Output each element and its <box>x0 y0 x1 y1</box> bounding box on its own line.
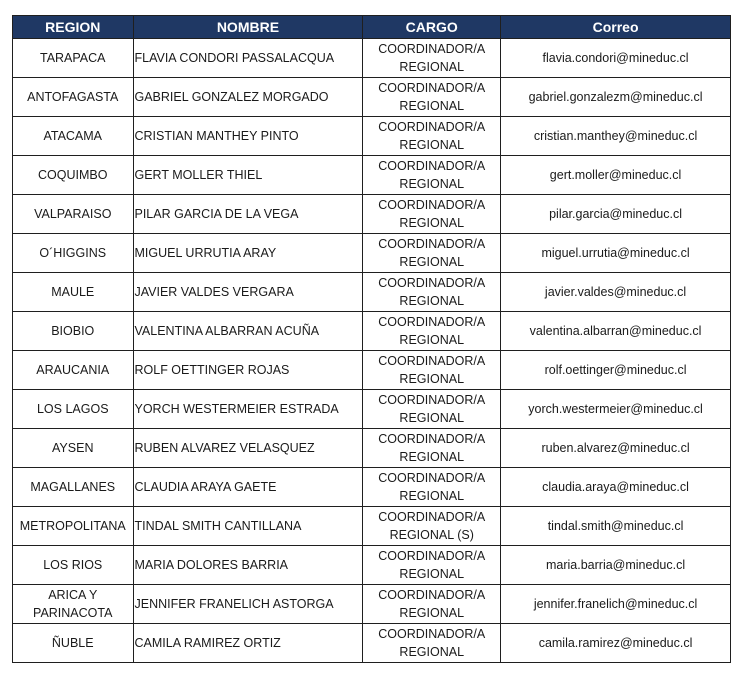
cargo-text-line1: COORDINADOR/A <box>378 627 486 641</box>
nombre-cell: FLAVIA CONDORI PASSALACQUA <box>133 39 363 78</box>
nombre-cell: PILAR GARCIA DE LA VEGA <box>133 195 363 234</box>
cargo-cell <box>363 390 501 429</box>
cargo-text-line1: COORDINADOR/A <box>378 393 486 407</box>
table-row <box>13 546 731 585</box>
nombre-cell: GABRIEL GONZALEZ MORGADO <box>133 78 363 117</box>
correo-cell: camila.ramirez@mineduc.cl <box>501 624 731 663</box>
cargo-text-line2: REGIONAL <box>399 216 465 230</box>
table-row <box>13 468 731 507</box>
region-text: ARICA Y <box>48 588 98 602</box>
header-correo: Correo <box>501 16 731 39</box>
region-cell <box>13 546 134 585</box>
nombre-cell: TINDAL SMITH CANTILLANA <box>133 507 363 546</box>
header-region: REGION <box>13 16 134 39</box>
nombre-cell: JENNIFER FRANELICH ASTORGA <box>133 585 363 624</box>
cargo-text-line2: REGIONAL <box>399 567 465 581</box>
cargo-text-line1: COORDINADOR/A <box>378 42 486 56</box>
cargo-cell <box>363 78 501 117</box>
region-text: ÑUBLE <box>51 636 94 650</box>
region-cell <box>13 585 134 624</box>
correo-cell: cristian.manthey@mineduc.cl <box>501 117 731 156</box>
correo-cell: javier.valdes@mineduc.cl <box>501 273 731 312</box>
region-text: VALPARAISO <box>34 207 112 221</box>
region-cell <box>13 507 134 546</box>
header-cargo: CARGO <box>363 16 501 39</box>
region-cell <box>13 156 134 195</box>
cargo-cell <box>363 468 501 507</box>
region-text: BIOBIO <box>51 324 95 338</box>
cargo-text-line2: REGIONAL <box>399 177 465 191</box>
region-cell <box>13 78 134 117</box>
region-text: METROPOLITANA <box>19 519 126 533</box>
cargo-text-line1: COORDINADOR/A <box>378 354 486 368</box>
cargo-cell <box>363 195 501 234</box>
cargo-text-line2: REGIONAL <box>399 372 465 386</box>
cargo-text-line2: REGIONAL <box>399 60 465 74</box>
table-row <box>13 117 731 156</box>
table-row <box>13 156 731 195</box>
correo-cell: pilar.garcia@mineduc.cl <box>501 195 731 234</box>
cargo-text-line2: REGIONAL <box>399 489 465 503</box>
correo-cell: rolf.oettinger@mineduc.cl <box>501 351 731 390</box>
table-row <box>13 39 731 78</box>
header-nombre: NOMBRE <box>133 16 363 39</box>
cargo-cell <box>363 156 501 195</box>
table-row <box>13 234 731 273</box>
cargo-text-line2: REGIONAL <box>399 99 465 113</box>
cargo-cell <box>363 429 501 468</box>
region-cell <box>13 429 134 468</box>
region-cell <box>13 351 134 390</box>
table-row <box>13 585 731 624</box>
region-text: ATACAMA <box>43 129 103 143</box>
cargo-cell <box>363 546 501 585</box>
cargo-text-line1: COORDINADOR/A <box>378 276 486 290</box>
region-cell <box>13 117 134 156</box>
correo-cell: maria.barria@mineduc.cl <box>501 546 731 585</box>
region-text: COQUIMBO <box>38 168 108 182</box>
nombre-cell: CLAUDIA ARAYA GAETE <box>133 468 363 507</box>
nombre-cell: CRISTIAN MANTHEY PINTO <box>133 117 363 156</box>
region-cell <box>13 234 134 273</box>
region-text: O´HIGGINS <box>39 246 107 260</box>
nombre-cell: CAMILA RAMIREZ ORTIZ <box>133 624 363 663</box>
cargo-cell <box>363 234 501 273</box>
region-cell <box>13 273 134 312</box>
cargo-text-line1: COORDINADOR/A <box>378 588 486 602</box>
correo-cell: gert.moller@mineduc.cl <box>501 156 731 195</box>
cargo-text-line1: COORDINADOR/A <box>378 159 486 173</box>
correo-cell: jennifer.franelich@mineduc.cl <box>501 585 731 624</box>
correo-cell: flavia.condori@mineduc.cl <box>501 39 731 78</box>
nombre-cell: VALENTINA ALBARRAN ACUÑA <box>133 312 363 351</box>
nombre-cell: ROLF OETTINGER ROJAS <box>133 351 363 390</box>
cargo-cell <box>363 312 501 351</box>
cargo-text-line1: COORDINADOR/A <box>378 549 486 563</box>
table-row <box>13 351 731 390</box>
region-text-line2: PARINACOTA <box>33 606 113 620</box>
cargo-text-line1: COORDINADOR/A <box>378 237 486 251</box>
nombre-cell: JAVIER VALDES VERGARA <box>133 273 363 312</box>
nombre-cell: MIGUEL URRUTIA ARAY <box>133 234 363 273</box>
correo-cell: claudia.araya@mineduc.cl <box>501 468 731 507</box>
cargo-text-line2: REGIONAL <box>399 255 465 269</box>
table-row <box>13 273 731 312</box>
cargo-text-line2: REGIONAL (S) <box>389 528 474 542</box>
correo-cell: yorch.westermeier@mineduc.cl <box>501 390 731 429</box>
cargo-text-line1: COORDINADOR/A <box>378 198 486 212</box>
region-text: MAULE <box>51 285 95 299</box>
cargo-cell <box>363 585 501 624</box>
region-text: ARAUCANIA <box>36 363 110 377</box>
region-cell <box>13 195 134 234</box>
nombre-cell: GERT MOLLER THIEL <box>133 156 363 195</box>
correo-cell: tindal.smith@mineduc.cl <box>501 507 731 546</box>
table-row <box>13 390 731 429</box>
cargo-text-line1: COORDINADOR/A <box>378 120 486 134</box>
table-row <box>13 312 731 351</box>
cargo-cell <box>363 117 501 156</box>
correo-cell: valentina.albarran@mineduc.cl <box>501 312 731 351</box>
region-cell <box>13 468 134 507</box>
cargo-text-line2: REGIONAL <box>399 606 465 620</box>
table-row <box>13 195 731 234</box>
region-cell <box>13 312 134 351</box>
region-text: TARAPACA <box>39 51 106 65</box>
cargo-text-line1: COORDINADOR/A <box>378 510 486 524</box>
cargo-cell <box>363 273 501 312</box>
cargo-cell <box>363 507 501 546</box>
region-text: MAGALLANES <box>30 480 116 494</box>
correo-cell: miguel.urrutia@mineduc.cl <box>501 234 731 273</box>
cargo-cell <box>363 624 501 663</box>
cargo-text-line2: REGIONAL <box>399 138 465 152</box>
table-row <box>13 507 731 546</box>
nombre-cell: RUBEN ALVAREZ VELASQUEZ <box>133 429 363 468</box>
region-text: ANTOFAGASTA <box>27 90 119 104</box>
region-cell <box>13 390 134 429</box>
cargo-text-line2: REGIONAL <box>399 294 465 308</box>
region-cell <box>13 39 134 78</box>
cargo-text-line1: COORDINADOR/A <box>378 432 486 446</box>
region-text: LOS RIOS <box>43 558 103 572</box>
table-header <box>13 16 731 39</box>
cargo-text-line1: COORDINADOR/A <box>378 315 486 329</box>
region-text: LOS LAGOS <box>36 402 109 416</box>
cargo-text-line2: REGIONAL <box>399 450 465 464</box>
table-body <box>13 39 731 663</box>
coordinators-table <box>12 15 731 663</box>
cargo-text-line2: REGIONAL <box>399 411 465 425</box>
region-cell <box>13 624 134 663</box>
cargo-cell <box>363 351 501 390</box>
cargo-text-line1: COORDINADOR/A <box>378 81 486 95</box>
cargo-text-line2: REGIONAL <box>399 333 465 347</box>
nombre-cell: YORCH WESTERMEIER ESTRADA <box>133 390 363 429</box>
correo-cell: ruben.alvarez@mineduc.cl <box>501 429 731 468</box>
correo-cell: gabriel.gonzalezm@mineduc.cl <box>501 78 731 117</box>
cargo-text-line1: COORDINADOR/A <box>378 471 486 485</box>
cargo-cell <box>363 39 501 78</box>
nombre-cell: MARIA DOLORES BARRIA <box>133 546 363 585</box>
cargo-text-line2: REGIONAL <box>399 645 465 659</box>
header-row <box>13 16 731 39</box>
region-text: AYSEN <box>52 441 94 455</box>
table-row <box>13 624 731 663</box>
table-row <box>13 78 731 117</box>
table-row <box>13 429 731 468</box>
